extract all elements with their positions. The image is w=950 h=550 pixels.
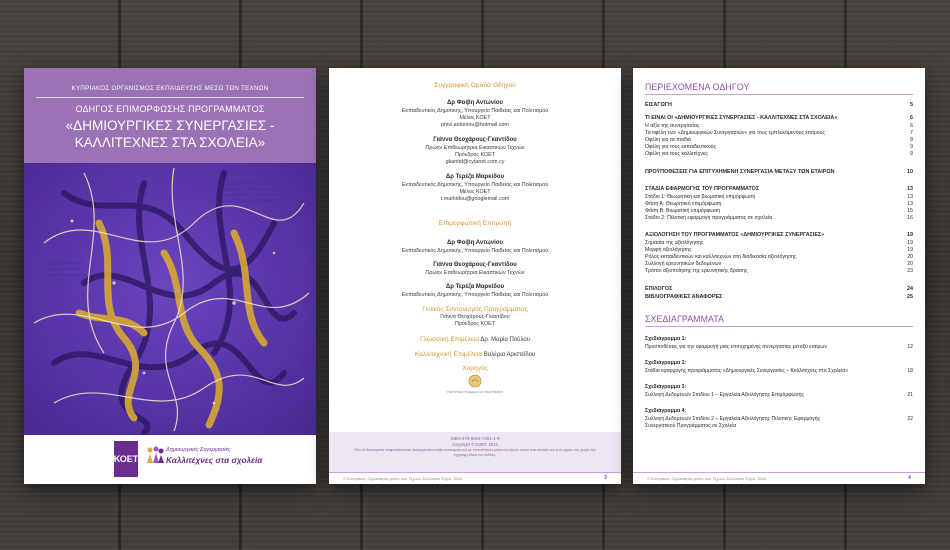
art-editor-name: Βαλέρια Αριστείδου	[483, 352, 536, 358]
diagram-entry: Συλλογή Δεδομένων Σταδίου 2 – Εργαλεία Αξιολόγησης Πιλοτικής Εφαρμογής 22	[645, 416, 913, 422]
writer-membership: Μέλος ΚΟΕΤ	[459, 115, 491, 121]
abstract-painting-image	[24, 163, 316, 435]
cover-title-band	[24, 68, 316, 163]
toc-entry: Στάδιο 1: Θεωρητική και βιωματική επιμόρφωση 13	[645, 194, 913, 200]
writer-name: Γιάννα Θεοχάρους-Γκαντίδου	[433, 137, 517, 143]
sponsor-heading: Χορηγός	[462, 365, 488, 372]
cover-guide-line: ΟΔΗΓΟΣ ΕΠΙΜΟΡΦΩΣΗΣ ΠΡΟΓΡΑΜΜΑΤΟΣ	[75, 104, 265, 114]
diagram-label: Σχεδιάγραμμα 4:	[645, 408, 687, 414]
footer-text: © Κυπριακός Οργανισμός μέσω των Τεχνών Συλλογικό Έργο, 2014	[647, 476, 767, 481]
toc-entry: Στάδιο 2: Πιλοτική εφαρμογή προγράμματος σε σχολεία 16	[645, 215, 913, 221]
credits-page	[329, 68, 621, 484]
toc-entry: Μορφή αξιολόγησης 19	[645, 247, 913, 253]
contents-rule	[645, 94, 913, 95]
writer-email: phivi.antoniou@hotmail.com	[441, 122, 509, 128]
toc-entry: Φάση Β: Βιωματική επιμόρφωση 15	[645, 208, 913, 214]
cover-title-line1: «ΔΗΜΙΟΥΡΓΙΚΕΣ ΣΥΝΕΡΓΑΣΙΕΣ -	[65, 118, 275, 133]
cover-divider	[36, 97, 305, 98]
footer-text: © Κυπριακός Οργανισμός μέσω των Τεχνών Συλλογικό Έργο, 2014	[343, 476, 463, 481]
toc-entry: Η αξία της συνεργασίας 6	[645, 123, 913, 129]
figures-icon	[144, 445, 166, 467]
trainer-name: Δρ Φοίβη Αντωνίου	[447, 240, 503, 246]
writer-email: t.markidou@googlemail.com	[440, 196, 510, 202]
page-footer	[329, 472, 621, 484]
writer-membership: Μέλος ΚΟΕΤ	[459, 189, 491, 195]
writer-role: Εκπαιδευτικός Δημοτικής, Υπουργείο Παιδείας και Πολιτισμού	[401, 108, 549, 114]
toc-entry: ΕΠΙΛΟΓΟΣ 24	[645, 286, 913, 292]
writer-name: Δρ Τερέζα Μαρκίδου	[445, 174, 505, 180]
toc-entry: ΤΙ ΕΙΝΑΙ ΟΙ «ΔΗΜΙΟΥΡΓΙΚΕΣ ΣΥΝΕΡΓΑΣΙΕΣ - ΚΑΛΛΙΤΕΧΝΕΣ ΣΤΑ ΣΧΟΛΕΙΑ» 6	[645, 115, 913, 121]
art-editor	[329, 351, 621, 358]
cover-artwork	[24, 163, 316, 435]
art-editor-label: Καλλιτεχνική Επιμέλεια	[414, 351, 483, 358]
writer-membership: Πρόεδρος ΚΟΕΤ	[454, 152, 496, 158]
trainer-role: Πρώην Επιθεωρήτρια Εικαστικών Τεχνών	[425, 270, 525, 276]
toc-entry: Συλλογή ερευνητικών δεδομένων 20	[645, 261, 913, 267]
toc-entry: Οφέλη για τους εκπαιδευτικούς 9	[645, 144, 913, 150]
toc-entry: Φάση Α: Θεωρητική επιμόρφωση 13	[645, 201, 913, 207]
diagram-entry: Συλλογή Δεδομένων Σταδίου 1 – Εργαλεία Αξιολόγησης Επιμόρφωσης 21	[645, 392, 913, 398]
koet-logo: ΚΟΕΤ	[114, 441, 138, 477]
legal-notice: Όλα τα δικαιώματα επιφυλάσσονται. Απαγορεύεται κάθε αναπαραγωγή με οποιοδήποτε μέσο του έργου αυτού στο σύνολό του ή σε μέρος του χωρίς την έγγραφη άδεια του εκδότη.	[354, 448, 596, 457]
training-committee-heading: Επιμορφωτική Επιτροπή	[438, 220, 512, 227]
isbn: ISBN 978-9963-7491-1-9	[450, 436, 500, 441]
toc-entry: ΠΡΟΫΠΟΘΕΣΕΙΣ ΓΙΑ ΕΠΙΤΥΧΗΜΕΝΗ ΣΥΝΕΡΓΑΣΙΑ ΜΕΤΑΞΥ ΤΩΝ ΕΤΑΙΡΩΝ 10	[645, 169, 913, 175]
program-logo-line2: Καλλιτέχνες στα σχολεία	[166, 456, 263, 465]
language-editor-label: Γλωσσική Επιμέλεια	[420, 336, 480, 343]
diagram-label: Σχεδιάγραμμα 3:	[645, 384, 687, 390]
diagram-label: Σχεδιάγραμμα 2:	[645, 360, 687, 366]
writing-team-heading: Συγγραφική Ομάδα Οδηγού	[434, 82, 516, 89]
cover-organization: ΚΥΠΡΙΑΚΟΣ ΟΡΓΑΝΙΣΜΟΣ ΕΚΠΑΙΔΕΥΣΗΣ ΜΕΣΩ ΤΩΝ ΤΕΧΝΩΝ	[71, 85, 269, 92]
page-number: 3	[603, 475, 607, 481]
program-logo-line1: Δημιουργικές Συνεργασίες	[166, 447, 231, 453]
page-footer	[633, 472, 925, 484]
coordinator-role: Πρόεδρος ΚΟΕΤ	[454, 321, 496, 327]
writer-role: Εκπαιδευτικός Δημοτικής, Υπουργείο Παιδείας και Πολιτισμού	[401, 182, 549, 188]
page-number: 4	[907, 475, 911, 481]
language-editor-name: Δρ. Μαρία Πούλου	[480, 337, 530, 343]
diagram-entry: Συνεργατικού Προγράμματος σε Σχολεία	[645, 423, 737, 429]
coordinator-name: Γιάννα Θεοχάρους-Γκαντίδου	[440, 314, 510, 320]
toc-entry: ΣΤΑΔΙΑ ΕΦΑΡΜΟΓΗΣ ΤΟΥ ΠΡΟΓΡΑΜΜΑΤΟΣ 13	[645, 186, 913, 192]
contents-heading: ΠΕΡΙΕΧΟΜΕΝΑ ΟΔΗΓΟΥ	[645, 82, 750, 92]
cover-page	[24, 68, 316, 484]
trainer-name: Γιάννα Θεοχάρους-Γκαντίδου	[433, 262, 517, 268]
copyright: Copyright © ΚΟΕΤ, 2014	[452, 442, 498, 447]
trainer-role: Εκπαιδευτικός Δημοτικής, Υπουργείο Παιδείας και Πολιτισμού	[401, 292, 549, 298]
diagram-label: Σχεδιάγραμμα 1:	[645, 336, 687, 342]
diagrams-heading: ΣΧΕΔΙΑΓΡΑΜΜΑΤΑ	[645, 314, 725, 324]
diagram-entry: Προϋποθέσεις για την εφαρμογή μιας επιτυχημένης συνεργασίας μεταξύ εταίρων 12	[645, 344, 913, 350]
trainer-role: Εκπαιδευτικός Δημοτικής, Υπουργείο Παιδείας και Πολιτισμού	[401, 248, 549, 254]
cover-logo-strip	[24, 435, 316, 484]
writer-name: Δρ Φοίβη Αντωνίου	[447, 100, 503, 106]
toc-entry: Τρόποι αξιοποίησης της ερευνητικής δράσης 23	[645, 268, 913, 274]
toc-entry: ΕΙΣΑΓΩΓΗ 5	[645, 102, 913, 108]
trainer-name: Δρ Τερέζα Μαρκίδου	[445, 284, 505, 290]
toc-entry: ΒΙΒΛΙΟΓΡΑΦΙΚΕΣ ΑΝΑΦΟΡΕΣ 25	[645, 294, 913, 300]
toc-entry: ΑΞΙΟΛΟΓΗΣΗ ΤΟΥ ΠΡΟΓΡΑΜΜΑΤΟΣ «ΔΗΜΙΟΥΡΓΙΚΕΣ ΣΥΝΕΡΓΑΣΙΕΣ» 19	[645, 232, 913, 238]
program-logo	[144, 443, 263, 477]
toc-entry: Ρόλος εκπαιδευτικών και καλλιτεχνών στη διαδικασία αξιολόγησης 20	[645, 254, 913, 260]
writer-email: gkantid@cytanet.com.cy	[445, 159, 505, 165]
sponsor-caption: ΥΠΟΥΡΓΕΙΟ ΠΑΙΔΕΙΑΣ ΚΑΙ ΠΟΛΙΤΙΣΜΟΥ	[446, 390, 504, 394]
cover-title-line2: ΚΑΛΛΙΤΕΧΝΕΣ ΣΤΑ ΣΧΟΛΕΙΑ»	[74, 135, 266, 150]
language-editor	[329, 336, 621, 343]
diagram-entry: Στάδια εφαρμογής προγράμματος «Δημιουργικές Συνεργασίες – Καλλιτέχνες στα Σχολεία» 18	[645, 368, 913, 374]
toc-entry: Οφέλη για τους καλλιτέχνες 9	[645, 151, 913, 157]
writer-role: Πρώην Επιθεωρήτρια Εικαστικών Τεχνών	[425, 145, 525, 151]
toc-entry: Σημασία της αξιολόγησης 19	[645, 240, 913, 246]
toc-entry: Τα οφέλη των «Δημιουργικών Συνεργασιών» για τους εμπλεκόμενους εταίρους 7	[645, 130, 913, 136]
publication-info-box	[329, 432, 621, 472]
government-crest-icon	[467, 374, 483, 388]
contents-page	[633, 68, 925, 484]
toc-entry: Οφέλη για τα παιδιά 8	[645, 137, 913, 143]
diagrams-rule	[645, 326, 913, 327]
coordinator-heading: Γενικός Συντονισμός Προγράμματος	[422, 306, 528, 313]
